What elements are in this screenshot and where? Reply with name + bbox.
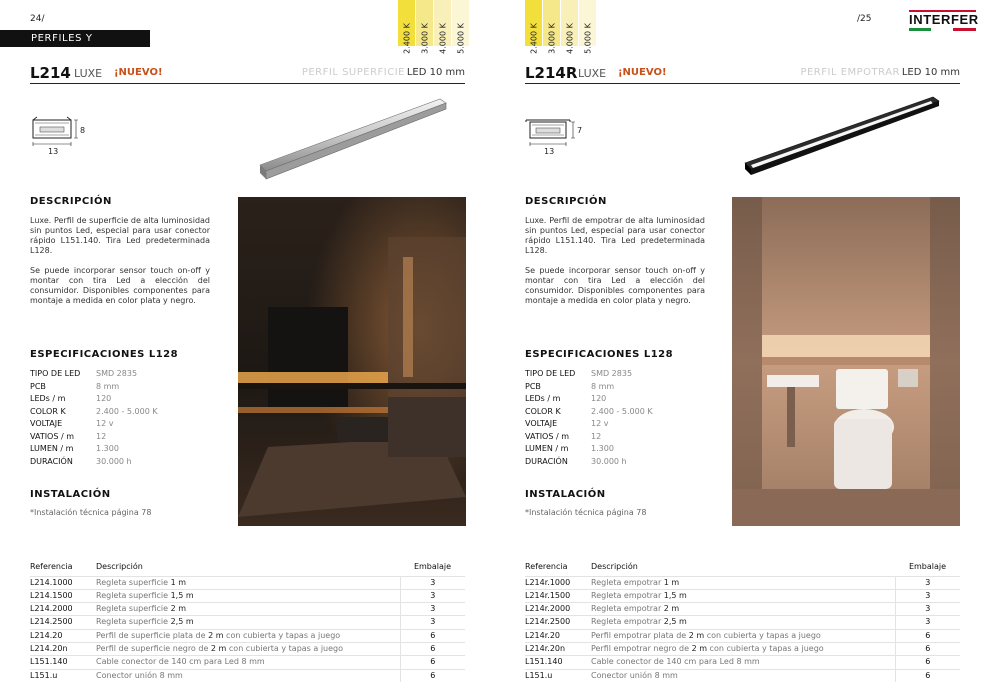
installation-heading: INSTALACIÓN — [525, 489, 606, 500]
spec-row: LUMEN / m 1.300 — [30, 444, 119, 453]
left-page — [30, 0, 465, 700]
spec-row: TIPO DE LED SMD 2835 — [30, 369, 138, 378]
profile-section-icon — [30, 115, 90, 155]
product-table — [525, 558, 960, 682]
spec-row: PCB 8 mm — [30, 381, 120, 391]
description-paragraph: Luxe. Perfil de empotrar de alta luminosidad sin puntos Led, especial para usar conector rápido L151.140. Tira Led predeterminada L128. — [525, 216, 705, 255]
product-image — [743, 95, 943, 185]
spec-row: VATIOS / m 12 — [525, 431, 602, 441]
product-image — [258, 95, 448, 190]
table-row: L151.140 Cable conector de 140 cm para Led 8 mm 6 — [30, 656, 465, 669]
table-row: L214r.1000 Regleta empotrar 1 m 3 — [525, 576, 960, 589]
specs-list — [525, 368, 705, 468]
led-size: LED 10 mm — [406, 67, 465, 78]
specs-heading: ESPECIFICACIONES L128 — [525, 349, 674, 360]
installation-note: *Instalación técnica página 78 — [525, 508, 647, 517]
table-row: L214.1500 Regleta superficie 1,5 m 3 — [30, 589, 465, 602]
spec-row: TIPO DE LED SMD 2835 — [525, 369, 633, 378]
bathroom-photo — [732, 197, 960, 526]
col-description: Descripción — [591, 562, 638, 572]
table-row: L151.u Conector unión 8 mm 6 — [525, 669, 960, 682]
description-paragraph: Se puede incorporar sensor touch on-off y montar con tira Led a elección del consumidor. Disponibles componentes para montaje a medida en color plata y negro. — [525, 266, 705, 305]
table-row: L151.140 Cable conector de 140 cm para Led 8 mm 6 — [525, 656, 960, 669]
table-header — [525, 558, 960, 576]
product-table — [30, 558, 465, 682]
product-title-row — [30, 64, 465, 84]
dim-height: 7 — [577, 126, 583, 135]
kelvin-cell: 5.000 K — [579, 0, 596, 46]
spec-row: LUMEN / m 1.300 — [525, 444, 614, 453]
table-row: L214.2500 Regleta superficie 2,5 m 3 — [30, 616, 465, 629]
description — [30, 216, 210, 306]
kelvin-cell: 3.000 K — [543, 0, 560, 46]
installation-heading: INSTALACIÓN — [30, 489, 111, 500]
dim-width: 13 — [48, 147, 59, 155]
profile-section-icon — [525, 115, 585, 155]
dim-width: 13 — [544, 147, 555, 155]
product-category: PERFIL SUPERFICIE — [301, 67, 405, 78]
specs-heading: ESPECIFICACIONES L128 — [30, 349, 179, 360]
description-heading: DESCRIPCIÓN — [525, 196, 607, 207]
new-badge: ¡NUEVO! — [618, 67, 667, 78]
kelvin-cell: 2.400 K — [525, 0, 542, 46]
model-code: L214 — [30, 64, 71, 82]
col-reference: Referencia — [30, 562, 73, 572]
living-room-photo — [238, 197, 466, 526]
table-row: L214r.1500 Regleta empotrar 1,5 m 3 — [525, 589, 960, 602]
description-heading: DESCRIPCIÓN — [30, 196, 112, 207]
table-row: L214.20n Perfil de superficie negro de 2 m con cubierta y tapas a juego 6 — [30, 642, 465, 655]
section-label: PERFILES Y REGLETAS — [0, 30, 150, 47]
spec-row: COLOR K 2.400 - 5.000 K — [30, 406, 158, 416]
col-description: Descripción — [96, 562, 143, 572]
model-series: LUXE — [74, 67, 103, 80]
table-row: L214.2000 Regleta superficie 2 m 3 — [30, 603, 465, 616]
right-page — [525, 0, 960, 700]
spec-row: COLOR K 2.400 - 5.000 K — [525, 406, 653, 416]
spec-row: VATIOS / m 12 — [30, 431, 107, 441]
spec-row: LEDs / m 120 — [30, 394, 112, 403]
kelvin-cell: 2.400 K — [398, 0, 415, 46]
page-number-left: 24/ — [30, 14, 45, 24]
brand-name: INTERFER — [909, 12, 979, 27]
table-row: L214r.20n Perfil empotrar negro de 2 m con cubierta y tapas a juego 6 — [525, 642, 960, 655]
led-size: LED 10 mm — [901, 67, 960, 78]
page-number-right: /25 — [857, 14, 872, 24]
spec-row: PCB 8 mm — [525, 381, 615, 391]
product-title-row — [525, 64, 960, 84]
col-reference: Referencia — [525, 562, 568, 572]
dim-height: 8 — [80, 126, 86, 135]
table-row: L151.u Conector unión 8 mm 6 — [30, 669, 465, 682]
installation-note: *Instalación técnica página 78 — [30, 508, 152, 517]
kelvin-cell: 5.000 K — [452, 0, 469, 46]
model-code: L214R — [525, 64, 578, 82]
table-row: L214r.20 Perfil empotrar plata de 2 m con cubierta y tapas a juego 6 — [525, 629, 960, 642]
spec-row: DURACIÓN 30.000 h — [525, 456, 627, 466]
model-series: LUXE — [578, 67, 607, 80]
table-row: L214r.2000 Regleta empotrar 2 m 3 — [525, 603, 960, 616]
table-row: L214r.2500 Regleta empotrar 2,5 m 3 — [525, 616, 960, 629]
kelvin-cell: 4.000 K — [434, 0, 451, 46]
new-badge: ¡NUEVO! — [114, 67, 163, 78]
col-packaging: Embalaje — [908, 562, 947, 572]
specs-list — [30, 368, 210, 468]
table-row: L214.20 Perfil de superficie plata de 2 m con cubierta y tapas a juego 6 — [30, 629, 465, 642]
kelvin-cell: 4.000 K — [561, 0, 578, 46]
spec-row: DURACIÓN 30.000 h — [30, 456, 132, 466]
product-category: PERFIL EMPOTRAR — [800, 67, 900, 78]
kelvin-cell: 3.000 K — [416, 0, 433, 46]
table-header — [30, 558, 465, 576]
description-paragraph: Luxe. Perfil de superficie de alta luminosidad sin puntos Led, especial para usar conector rápido L151.140. Tira Led predeterminada L128. — [30, 216, 210, 255]
description-paragraph: Se puede incorporar sensor touch on-off y montar con tira Led a elección del consumidor. Disponibles componentes para montaje a medida en color plata y negro. — [30, 266, 210, 305]
table-row: L214.1000 Regleta superficie 1 m 3 — [30, 576, 465, 589]
description — [525, 216, 705, 306]
spec-row: VOLTAJE 12 v — [525, 419, 609, 428]
spec-row: VOLTAJE 12 v — [30, 419, 114, 428]
col-packaging: Embalaje — [413, 562, 452, 572]
spec-row: LEDs / m 120 — [525, 394, 607, 403]
